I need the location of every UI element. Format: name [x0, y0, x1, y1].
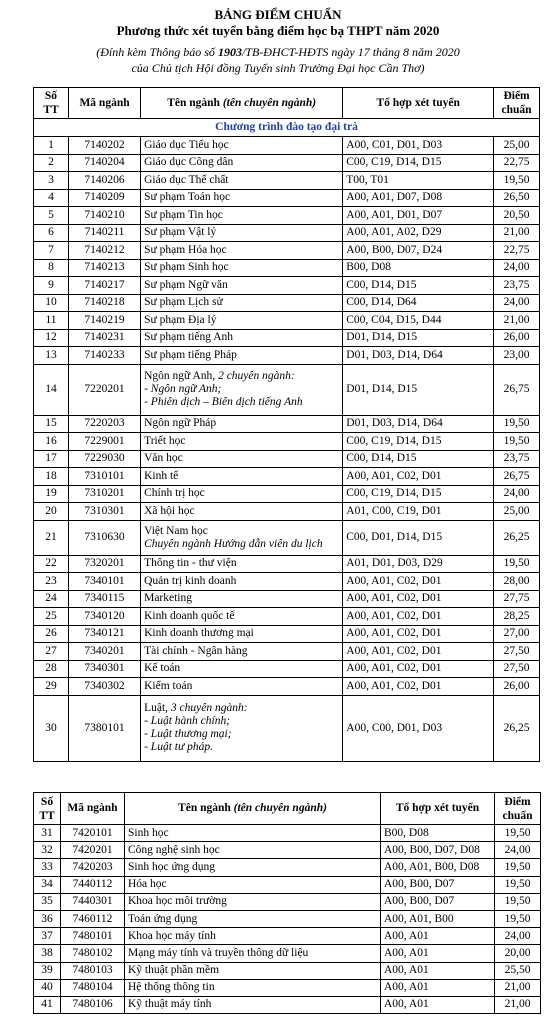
cell-combo: A00, C01, D01, D03	[343, 137, 494, 155]
rows-group-2	[34, 415, 540, 520]
cell-code: 7229001	[68, 433, 140, 451]
table-row	[34, 189, 540, 207]
cell-name: Kiểm toán	[141, 678, 343, 696]
cell-combo: A00, A01, C02, D01	[343, 590, 494, 608]
cell-stt: 13	[34, 347, 69, 365]
cell-combo: C00, C04, D15, D44	[343, 312, 494, 330]
note-prefix: (Đính kèm Thông báo số	[96, 45, 218, 59]
cell-score: 23,75	[494, 277, 540, 295]
cell-stt: 23	[34, 573, 69, 591]
cell-code: 7310301	[68, 503, 140, 521]
cell-stt: 19	[34, 485, 69, 503]
cell-score: 20,50	[494, 207, 540, 225]
table-row	[34, 859, 541, 876]
cell-code: 7140219	[68, 312, 140, 330]
table-row	[34, 224, 540, 242]
cell-stt: 16	[34, 433, 69, 451]
cell-code: 7140209	[68, 189, 140, 207]
cell-name: Khoa học máy tính	[125, 928, 381, 945]
cell-stt: 24	[34, 590, 69, 608]
table-row	[34, 277, 540, 295]
table-row	[34, 347, 540, 365]
cell-name: Giáo dục Thể chất	[141, 172, 343, 190]
table-row	[34, 825, 541, 842]
cell-name: Sư phạm Toán học	[141, 189, 343, 207]
cell-score: 19,50	[495, 859, 541, 876]
multiline-name-cell: Ngôn ngữ Anh, 2 chuyên ngành: - Ngôn ngữ Anh; - Phiên dịch – Biên dịch tiếng Anh	[141, 364, 343, 415]
cell-combo: T00, T01	[343, 172, 494, 190]
table-row	[34, 242, 540, 260]
table-row	[34, 643, 540, 661]
cell-name: Chính trị học	[141, 485, 343, 503]
cell-combo: A00, A01, C02, D01	[343, 625, 494, 643]
cell-stt: 17	[34, 450, 69, 468]
cell-name: Kinh doanh thương mại	[141, 625, 343, 643]
cell-stt: 1	[34, 137, 69, 155]
cell-code: 7340115	[68, 590, 140, 608]
cell-stt: 11	[34, 312, 69, 330]
cell-code: 7140213	[68, 259, 140, 277]
cell-score: 24,00	[495, 842, 541, 859]
table-header-row	[34, 88, 540, 119]
cell-combo: B00, D08	[343, 259, 494, 277]
cell-score: 23,00	[494, 347, 540, 365]
cell-code: 7460112	[61, 910, 125, 927]
cell-combo: A00, B00, D07	[381, 893, 495, 910]
cell-code: 7340120	[68, 608, 140, 626]
cell-combo: A00, A01	[381, 979, 495, 996]
cell-code: 7140218	[68, 294, 140, 312]
cell-stt: 26	[34, 625, 69, 643]
cell-stt: 8	[34, 259, 69, 277]
cell-score: 21,00	[495, 996, 541, 1013]
cell-name: Ngôn ngữ Pháp	[141, 415, 343, 433]
cell-stt: 3	[34, 172, 69, 190]
col-header-name: Tên ngành (tên chuyên ngành)	[125, 793, 381, 825]
cell-code: 7420203	[61, 859, 125, 876]
table-row	[34, 415, 540, 433]
cell-code: 7340302	[68, 678, 140, 696]
note-number: 1903	[217, 45, 242, 59]
cell-score: 24,00	[494, 259, 540, 277]
table-row	[34, 979, 541, 996]
cell-name: Sinh học ứng dụng	[125, 859, 381, 876]
cell-name: Kinh tế	[141, 468, 343, 486]
cell-code: 7140204	[68, 154, 140, 172]
table-row	[34, 910, 541, 927]
cell-stt: 20	[34, 503, 69, 521]
cell-name: Sư phạm Vật lý	[141, 224, 343, 242]
cell-combo: A00, B00, D07, D08	[381, 842, 495, 859]
col-header-code: Mã ngành	[61, 793, 125, 825]
cell-code: 7420201	[61, 842, 125, 859]
cell-code: 7140206	[68, 172, 140, 190]
cell-combo: A00, A01, C02, D01	[343, 678, 494, 696]
cell-stt: 2	[34, 154, 69, 172]
cell-name: Sư phạm Lịch sử	[141, 294, 343, 312]
table-row	[34, 485, 540, 503]
cell-stt: 32	[34, 842, 61, 859]
cell-name: Kỹ thuật phần mềm	[125, 962, 381, 979]
cell-stt: 40	[34, 979, 61, 996]
cell-name: Công nghệ sinh học	[125, 842, 381, 859]
cell-combo: A01, D01, D03, D29	[343, 555, 494, 573]
col-header-code: Mã ngành	[68, 88, 140, 119]
cell-code: 7480103	[61, 962, 125, 979]
cell-stt: 22	[34, 555, 69, 573]
cell-stt: 5	[34, 207, 69, 225]
cell-combo: A00, A01	[381, 928, 495, 945]
cell-stt: 7	[34, 242, 69, 260]
cell-combo: A00, A01, D07, D08	[343, 189, 494, 207]
cell-stt: 34	[34, 876, 61, 893]
cell-code: 7140210	[68, 207, 140, 225]
cell-name: Hóa học	[125, 876, 381, 893]
cell-stt: 38	[34, 945, 61, 962]
col-header-score: Điểm chuẩn	[495, 793, 541, 825]
cell-name: Hệ thống thông tin	[125, 979, 381, 996]
cell-code: 7340301	[68, 660, 140, 678]
cell-name: Triết học	[141, 433, 343, 451]
cell-score: 19,50	[495, 825, 541, 842]
cell-code: 7440112	[61, 876, 125, 893]
table-row	[34, 608, 540, 626]
cell-name: Sư phạm Tin học	[141, 207, 343, 225]
cell-name: Sư phạm Hóa học	[141, 242, 343, 260]
cell-name: Mạng máy tính và truyền thông dữ liệu	[125, 945, 381, 962]
cell-score: 19,50	[495, 876, 541, 893]
cell-score: 24,00	[494, 294, 540, 312]
table-row	[34, 573, 540, 591]
cell-combo: A00, A01	[381, 962, 495, 979]
table-row	[34, 137, 540, 155]
cell-code: 7480101	[61, 928, 125, 945]
table-row	[34, 625, 540, 643]
col-header-name: Tên ngành (tên chuyên ngành)	[141, 88, 343, 119]
cell-score: 24,00	[494, 485, 540, 503]
document-note-line2: của Chủ tịch Hội đồng Tuyển sinh Trường Đại học Cần Thơ)	[131, 61, 425, 75]
document-title: BẢNG ĐIỂM CHUẨN	[214, 7, 342, 22]
table-row	[34, 329, 540, 347]
cell-stt: 15	[34, 415, 69, 433]
cell-stt: 39	[34, 962, 61, 979]
cell-score: 24,00	[495, 928, 541, 945]
cell-combo: A00, A01, C02, D01	[343, 643, 494, 661]
cell-combo: A00, A01, A02, D29	[343, 224, 494, 242]
table-row	[34, 928, 541, 945]
cell-score: 25,50	[495, 962, 541, 979]
multiline-name-cell: Luật, 3 chuyên ngành: - Luật hành chính; - Luật thương mại; - Luật tư pháp.	[141, 695, 343, 761]
cell-combo: B00, D08	[381, 825, 495, 842]
cell-stt: 9	[34, 277, 69, 295]
cell-combo: A00, B00, D07, D24	[343, 242, 494, 260]
rows-group-3	[34, 555, 540, 695]
score-table-page1	[33, 87, 540, 762]
cell-score: 21,00	[495, 979, 541, 996]
table-row: 30 7380101 Luật, 3 chuyên ngành: - Luật hành chính; - Luật thương mại; - Luật tư pháp. A00, C00, D01, D03 26,25	[34, 695, 540, 761]
cell-score: 28,25	[494, 608, 540, 626]
cell-name: Quản trị kinh doanh	[141, 573, 343, 591]
cell-stt: 4	[34, 189, 69, 207]
cell-code: 7480106	[61, 996, 125, 1013]
table-row	[34, 312, 540, 330]
table-row	[34, 842, 541, 859]
cell-combo: D01, D03, D14, D64	[343, 347, 494, 365]
table-row	[34, 876, 541, 893]
cell-stt: 27	[34, 643, 69, 661]
cell-combo: A01, C00, C19, D01	[343, 503, 494, 521]
cell-stt: 33	[34, 859, 61, 876]
cell-code: 7220203	[68, 415, 140, 433]
cell-combo: A00, A01	[381, 996, 495, 1013]
table-row	[34, 294, 540, 312]
cell-name: Tài chính - Ngân hàng	[141, 643, 343, 661]
table-header-row	[34, 793, 541, 825]
col-header-stt: Số TT	[34, 88, 69, 119]
cell-combo: C00, D14, D15	[343, 450, 494, 468]
cell-combo: C00, C19, D14, D15	[343, 485, 494, 503]
cell-score: 23,75	[494, 450, 540, 468]
cell-stt: 28	[34, 660, 69, 678]
cell-code: 7140233	[68, 347, 140, 365]
cell-combo: A00, B00, D07	[381, 876, 495, 893]
cell-score: 19,50	[494, 172, 540, 190]
table-row: 14 7220201 Ngôn ngữ Anh, 2 chuyên ngành: - Ngôn ngữ Anh; - Phiên dịch – Biên dịch tiếng Anh D01, D14, D15 26,75	[34, 364, 540, 415]
cell-stt: 29	[34, 678, 69, 696]
cell-code: 7310201	[68, 485, 140, 503]
cell-name: Khoa học môi trường	[125, 893, 381, 910]
cell-score: 26,00	[494, 329, 540, 347]
cell-name: Xã hội học	[141, 503, 343, 521]
cell-combo: A00, A01, C02, D01	[343, 468, 494, 486]
cell-code: 7480104	[61, 979, 125, 996]
cell-name: Sư phạm Sinh học	[141, 259, 343, 277]
col-header-combo: Tổ hợp xét tuyển	[381, 793, 495, 825]
cell-code: 7140231	[68, 329, 140, 347]
cell-stt: 18	[34, 468, 69, 486]
cell-stt: 25	[34, 608, 69, 626]
cell-stt: 36	[34, 910, 61, 927]
cell-code: 7310101	[68, 468, 140, 486]
cell-combo: A00, A01, C02, D01	[343, 660, 494, 678]
cell-combo: D01, D03, D14, D64	[343, 415, 494, 433]
cell-score: 27,50	[494, 660, 540, 678]
table-row	[34, 678, 540, 696]
col-header-score: Điểm chuẩn	[494, 88, 540, 119]
table-row	[34, 450, 540, 468]
cell-combo: A00, A01	[381, 945, 495, 962]
cell-stt: 6	[34, 224, 69, 242]
cell-name: Sư phạm Ngữ văn	[141, 277, 343, 295]
table-row	[34, 468, 540, 486]
cell-code: 7320201	[68, 555, 140, 573]
cell-name: Kỹ thuật máy tính	[125, 996, 381, 1013]
cell-score: 19,50	[494, 415, 540, 433]
cell-combo: C00, C19, D14, D15	[343, 154, 494, 172]
cell-score: 28,00	[494, 573, 540, 591]
cell-stt: 41	[34, 996, 61, 1013]
cell-code: 7340201	[68, 643, 140, 661]
cell-score: 22,75	[494, 154, 540, 172]
rows-group-4	[34, 825, 541, 1014]
table-row	[34, 590, 540, 608]
cell-score: 26,75	[494, 468, 540, 486]
cell-score: 26,50	[494, 189, 540, 207]
document-note-line1	[0, 45, 556, 60]
multiline-name-cell: Việt Nam học Chuyên ngành Hướng dẫn viên du lịch	[141, 520, 343, 555]
table-row	[34, 555, 540, 573]
table-row	[34, 945, 541, 962]
cell-name: Thông tin - thư viện	[141, 555, 343, 573]
table-row: 21 7310630 Việt Nam học Chuyên ngành Hướng dẫn viên du lịch C00, D01, D14, D15 26,25	[34, 520, 540, 555]
cell-code: 7140211	[68, 224, 140, 242]
cell-combo: A00, A01, B00, D08	[381, 859, 495, 876]
table-row	[34, 893, 541, 910]
table-row	[34, 172, 540, 190]
table-row	[34, 503, 540, 521]
cell-stt: 31	[34, 825, 61, 842]
cell-code: 7340101	[68, 573, 140, 591]
cell-score: 25,00	[494, 137, 540, 155]
cell-combo: D01, D14, D15	[343, 329, 494, 347]
cell-combo: C00, C19, D14, D15	[343, 433, 494, 451]
score-table-page2	[33, 792, 541, 1014]
cell-score: 27,00	[494, 625, 540, 643]
cell-score: 21,00	[494, 224, 540, 242]
cell-combo: A00, A01, C02, D01	[343, 608, 494, 626]
cell-score: 19,50	[495, 910, 541, 927]
cell-name: Sinh học	[125, 825, 381, 842]
cell-name: Sư phạm Địa lý	[141, 312, 343, 330]
table-row	[34, 207, 540, 225]
table-row	[34, 154, 540, 172]
cell-code: 7140217	[68, 277, 140, 295]
cell-combo: A00, A01, B00	[381, 910, 495, 927]
cell-score: 22,75	[494, 242, 540, 260]
cell-name: Kế toán	[141, 660, 343, 678]
cell-code: 7440301	[61, 893, 125, 910]
cell-name: Toán ứng dụng	[125, 910, 381, 927]
cell-code: 7420101	[61, 825, 125, 842]
cell-name: Sư phạm tiếng Anh	[141, 329, 343, 347]
cell-code: 7340121	[68, 625, 140, 643]
col-header-combo: Tổ hợp xét tuyển	[343, 88, 494, 119]
cell-score: 27,50	[494, 643, 540, 661]
cell-code: 7140202	[68, 137, 140, 155]
rows-group-1	[34, 137, 540, 365]
cell-score: 19,50	[495, 893, 541, 910]
cell-name: Sư phạm tiếng Pháp	[141, 347, 343, 365]
cell-name: Giáo dục Tiểu học	[141, 137, 343, 155]
cell-score: 21,00	[494, 312, 540, 330]
document-subtitle: Phương thức xét tuyển bằng điểm học bạ THPT năm 2020	[116, 23, 440, 38]
section-row	[34, 119, 540, 137]
note-suffix: /TB-ĐHCT-HĐTS ngày 17 tháng 8 năm 2020	[241, 45, 460, 59]
cell-stt: 10	[34, 294, 69, 312]
cell-score: 25,00	[494, 503, 540, 521]
cell-combo: C00, D14, D15	[343, 277, 494, 295]
table-row	[34, 433, 540, 451]
cell-combo: A00, A01, D01, D07	[343, 207, 494, 225]
table-row	[34, 962, 541, 979]
cell-name: Marketing	[141, 590, 343, 608]
cell-combo: C00, D14, D64	[343, 294, 494, 312]
cell-score: 19,50	[494, 433, 540, 451]
cell-name: Kinh doanh quốc tế	[141, 608, 343, 626]
section-label: Chương trình đào tạo đại trà	[34, 119, 540, 137]
cell-score: 27,75	[494, 590, 540, 608]
cell-stt: 37	[34, 928, 61, 945]
table-row	[34, 259, 540, 277]
table-row	[34, 660, 540, 678]
cell-code: 7140212	[68, 242, 140, 260]
table-row	[34, 996, 541, 1013]
cell-name: Giáo dục Công dân	[141, 154, 343, 172]
cell-code: 7229030	[68, 450, 140, 468]
cell-score: 26,00	[494, 678, 540, 696]
cell-combo: A00, A01, C02, D01	[343, 573, 494, 591]
col-header-stt: Số TT	[34, 793, 61, 825]
cell-name: Văn học	[141, 450, 343, 468]
cell-score: 19,50	[494, 555, 540, 573]
cell-code: 7480102	[61, 945, 125, 962]
cell-stt: 12	[34, 329, 69, 347]
cell-stt: 35	[34, 893, 61, 910]
cell-score: 20,00	[495, 945, 541, 962]
